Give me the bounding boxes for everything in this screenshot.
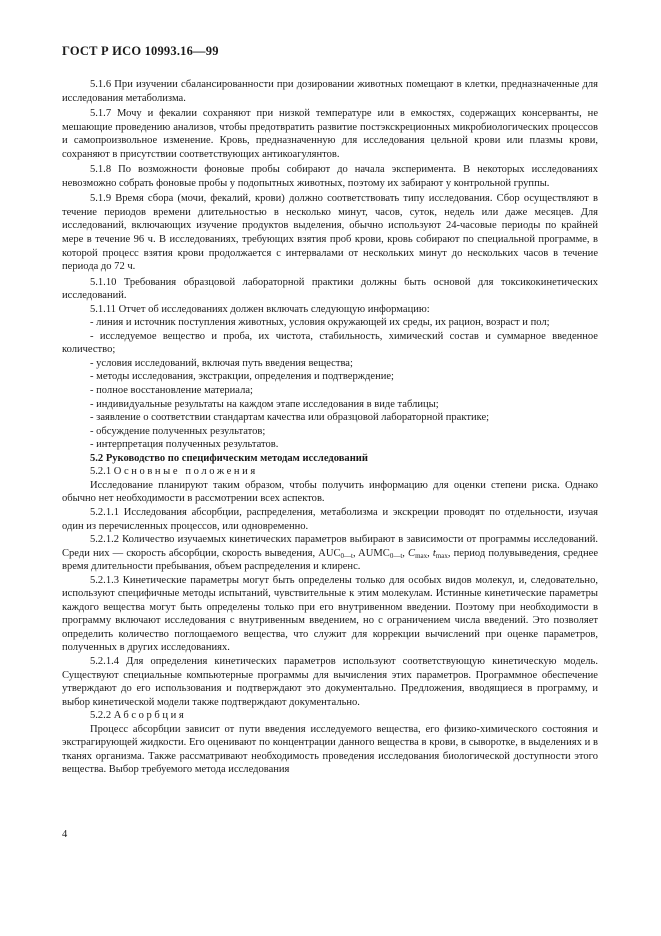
paragraph-5-2-2-body: Процесс абсорбции зависит от пути введения исследуемого вещества, его физико-химического состояния и экстрагирующей жидкости. Его оценивают по концентрации данного вещества в крови, в сыворотке, в выделениях и в тканях организма. Также рассматривают необходимость проведения исследования биологической доступности этого вещества. Выбор требуемого метода исследования	[62, 723, 598, 776]
list-item: - исследуемое вещество и проба, их чистота, стабильность, химический состав и суммарное введенное количество;	[62, 330, 598, 356]
paragraph-5-1-6: 5.1.6 При изучении сбалансированности при дозировании животных помещают в клетки, предназначенные для исследования метаболизма.	[62, 79, 598, 104]
subsection-title: Основные положения	[113, 466, 258, 478]
list-item: - заявление о соответствии стандартам качества или образцовой лабораторной практике;	[90, 412, 490, 424]
paragraph-5-2-1-2: 5.2.1.2 Количество изучаемых кинетических параметров выбирают в зависимости от программы исследований. Среди них — скорость абсорбции, скорость выведения, $AUC_{0—t}$, $AUMC_{0—t}$, $C_{max}$, $t_{max}$, период полувыведения, среднее время длительности пребывания, объем распределения и клиренс.	[62, 534, 599, 573]
document-header: ГОСТ Р ИСО 10993.16—99	[62, 44, 219, 58]
subsection-heading-5-2-1	[62, 465, 598, 479]
list-item: - интерпретация полученных результатов.	[90, 439, 279, 451]
paragraph-5-2-1-1: 5.2.1.1 Исследования абсорбции, распределения, метаболизма и экскреции проводят по отдельности, изучая один из перечисленных процессов, или одновременно.	[62, 506, 598, 532]
page-number: 4	[62, 829, 68, 840]
paragraph-5-1-10: 5.1.10 Требования образцовой лабораторной практики должны быть основой для токсикокинетических исследований.	[62, 276, 598, 302]
paragraph-5-2-1-4: 5.2.1.4 Для определения кинетических параметров используют соответствующую кинетическую модель. Существуют специальные компьютерные программы для вычисления этих параметров. Программное обеспечение утверждают до его использования и подтверждают это документально. Предложения, вводящиеся в программу, и выбор кинетической модели также подтверждают документально.	[62, 655, 598, 708]
paragraph-5-1-7: 5.1.7 Мочу и фекалии сохраняют при низкой температуре или в емкостях, содержащих консерванты, не мешающие проведению анализов, чтобы предотвратить развитие постэкскреционных микробиологических процессов и самопроизвольное изменение. Кровь, предназначенную для исследования цельной крови или плазмы крови, сохраняют в присутствии соответствующих антикоагулянтов.	[62, 108, 598, 160]
subsection-title: Абсорбция	[113, 710, 187, 722]
paragraph-5-2-1-3: 5.2.1.3 Кинетические параметры могут быть определены только для особых видов молекул, и, следовательно, используют специфичные методы испытаний, чувствительные к этим молекулам. Истинные кинетические параметры каждого вещества могут быть определены только при его внутривенном введении. Поэтому при необходимости в программу включают исследования с внутривенным введением, но с ограничением числа введений. Это позволяет определить количество поглощаемого вещества, что служит для коррекции вычислений при оценке параметров, полученных в других исследованиях.	[62, 574, 598, 654]
paragraph-5-1-8: 5.1.8 По возможности фоновые пробы собирают до начала эксперимента. В некоторых исследованиях невозможно собрать фоновые пробы у подопытных животных, поэтому их забирают у контрольной группы.	[62, 164, 598, 189]
paragraph-5-1-9: 5.1.9 Время сбора (мочи, фекалий, крови) должно соответствовать типу исследования. Сбор осуществляют в течение периодов времени длительностью в несколько минут, часов, суток, недель или даже месяцев. Для исследований, включающих изучение продуктов выделения, обычно используют 24-часовые периоды по крайней мере в течение 96 ч. В исследованиях, требующих взятия проб крови, кровь собирают по специальной программе, в которой процесс взятия крови продолжается с интервалами от нескольких минут до нескольких часов в течение периода до 72 ч.	[62, 193, 598, 273]
list-item: - условия исследований, включая путь введения вещества;	[90, 357, 353, 369]
list-item: - методы исследования, экстракции, определения и подтверждение;	[90, 371, 394, 383]
subsection-heading-5-2-2	[62, 709, 598, 723]
list-item: - полное восстановление материала;	[90, 385, 253, 397]
subsection-number: 5.2.2	[90, 710, 112, 722]
subsection-number: 5.2.1	[90, 466, 112, 478]
paragraph-5-1-11: 5.1.11 Отчет об исследованиях должен включать следующую информацию:	[90, 303, 430, 315]
list-item: - обсуждение полученных результатов;	[90, 425, 266, 437]
section-heading-5-2: 5.2 Руководство по специфическим методам исследований	[90, 452, 368, 464]
list-item: - индивидуальные результаты на каждом этапе исследования в виде таблицы;	[90, 398, 439, 410]
document-body	[62, 78, 598, 777]
paragraph-5-2-1-body: Исследование планируют таким образом, чтобы получить информацию для оценки степени риска. Однако обычно нет необходимости в рассмотрении всех аспектов.	[62, 479, 598, 505]
list-item: - линия и источник поступления животных, условия окружающей их среды, их рацион, возраст и пол;	[90, 317, 550, 329]
